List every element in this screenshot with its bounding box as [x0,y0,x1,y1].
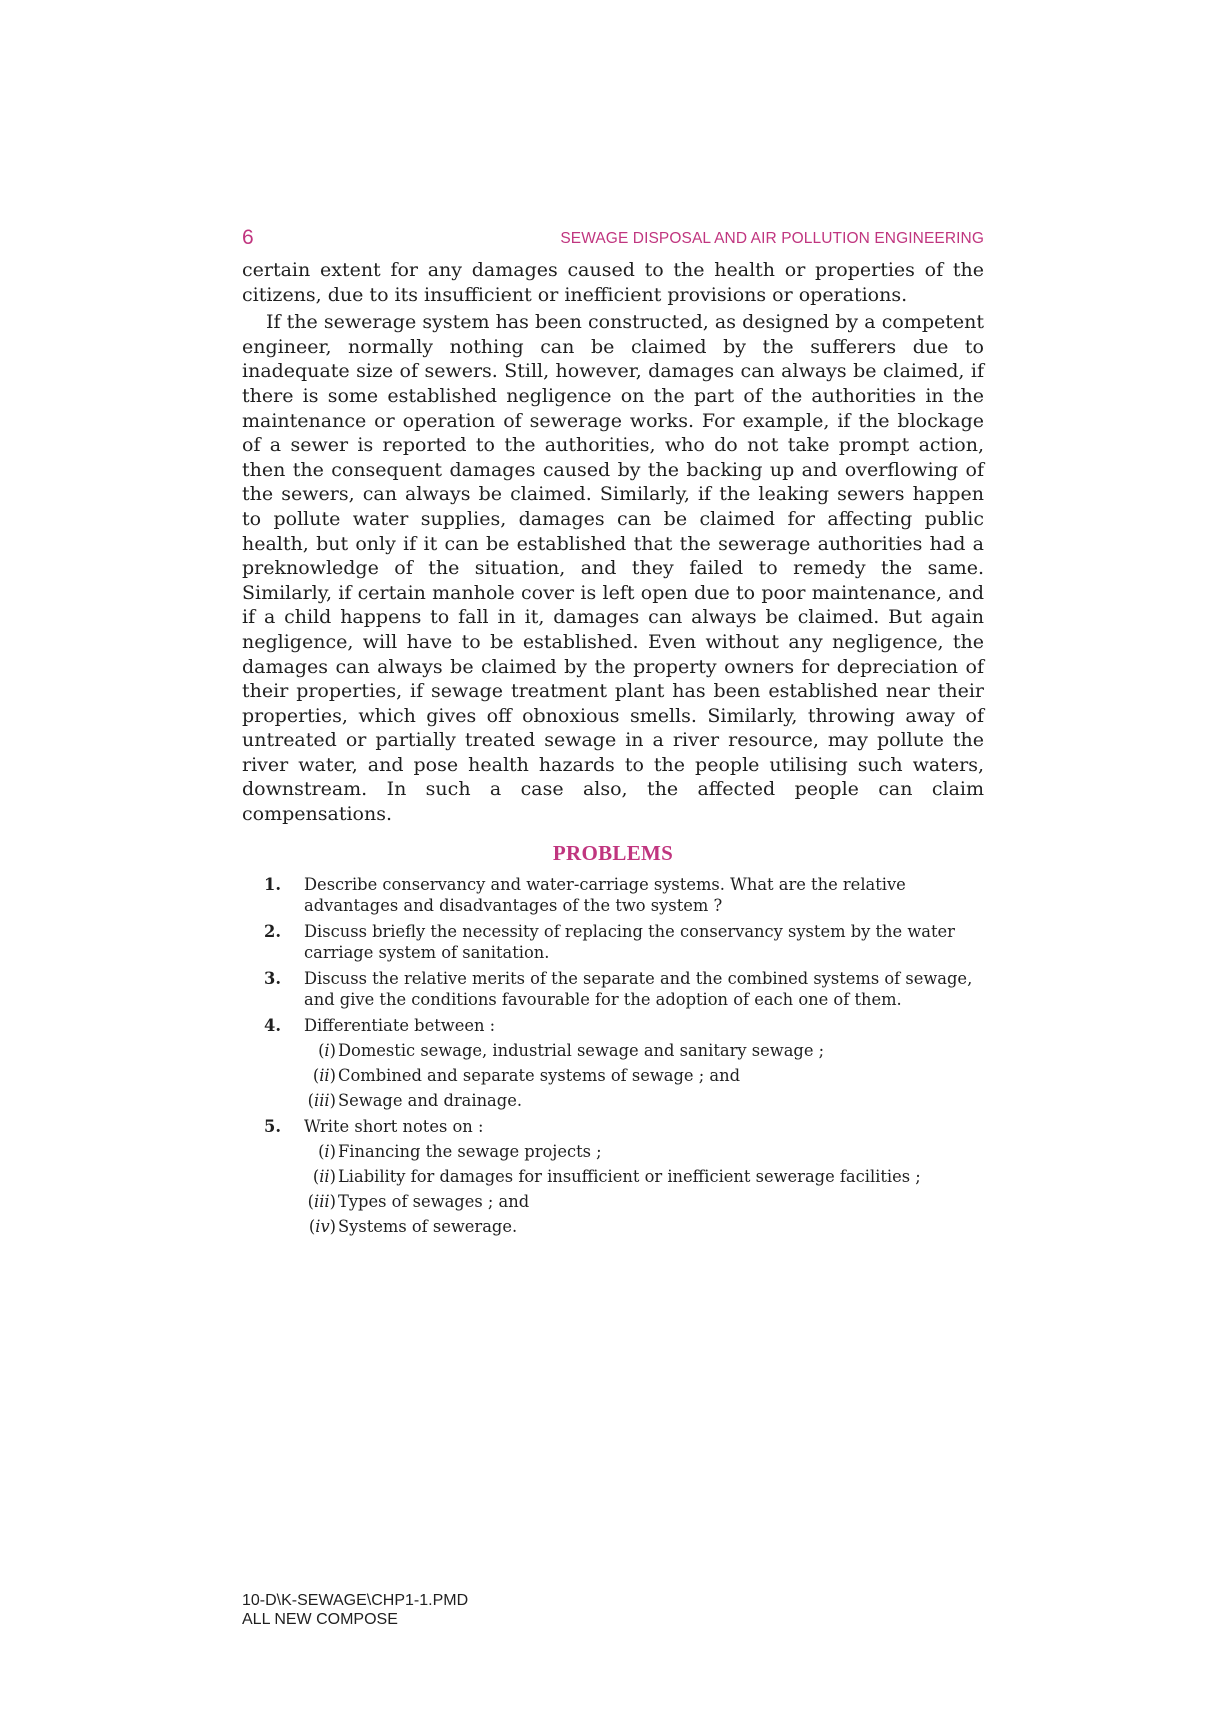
problem-item-4 [242,1015,984,1111]
sub-item-text: Financing the sewage projects ; [338,1141,602,1161]
problem-item-3 [242,968,984,1010]
section-heading-problems: PROBLEMS [552,840,674,865]
problem-text: Describe conservancy and water-carriage systems. What are the relative advantages and disadvantages of the two system ? [304,874,906,915]
roman-numeral: (iii) [307,1191,336,1211]
problem-number: 2. [264,921,281,941]
footer-compose-note: ALL NEW COMPOSE [242,1611,398,1628]
running-header [242,226,984,256]
file-footer [242,1591,468,1629]
problem-number: 1. [264,874,281,894]
paragraph-continued: certain extent for any damages caused to the health or properties of the citizens, due to its insufficient or inefficient provisions or operations. [242,259,984,306]
sub-item [304,1191,984,1212]
problem-text: Write short notes on : [304,1116,484,1136]
sub-item-text: Domestic sewage, industrial sewage and sanitary sewage ; [338,1040,825,1060]
problem-item-2 [242,921,984,963]
problem-number: 5. [264,1116,281,1136]
sub-item-text: Systems of sewerage. [338,1216,518,1236]
running-header-title: SEWAGE DISPOSAL AND AIR POLLUTION ENGINEERING [560,230,984,247]
problems-list [242,874,984,1237]
problem-text: Differentiate between : [304,1015,496,1035]
sub-item-text: Combined and separate systems of sewage ; and [338,1065,740,1085]
body-text [242,258,984,827]
problem-text: Discuss the relative merits of the separate and the combined systems of sewage, and give the conditions favourable for the adoption of each one of them. [304,968,973,1009]
sub-item-text: Types of sewages ; and [338,1191,530,1211]
sub-list [304,1040,984,1111]
paragraph-liability: If the sewerage system has been constructed, as designed by a competent engineer, normally nothing can be claimed by the sufferers due to inadequate size of sewers. Still, however, damages can always be claimed, if there is some established negligence on the part of the authorities in the maintenance or operation of sewerage works. For example, if the blockage of a sewer is reported to the authorities, who do not take prompt action, then the consequent damages caused by the backing up and overflowing of the sewers, can always be claimed. Similarly, if the leaking sewers happen to pollute water supplies, damages can be claimed for affecting public health, but only if it can be established that the sewerage authorities had a preknowledge of the situation, and they failed to remedy the same. Similarly, if certain manhole cover is left open due to poor maintenance, and if a child happens to fall in it, damages can always be claimed. But again negligence, will have to be established. Even without any negligence, the damages can always be claimed by the property owners for depreciation of their properties, if sewage treatment plant has been established near their properties, which gives off obnoxious smells. Similarly, throwing away of untreated or partially treated sewage in a river resource, may pollute the river water, and pose health hazards to the people utilising such waters, downstream. In such a case also, the affected people can claim compensations. [242,311,984,826]
sub-item [304,1065,984,1086]
page-content [242,226,984,1242]
roman-numeral: (i) [318,1141,336,1161]
problem-text: Discuss briefly the necessity of replacing the conservancy system by the water carriage system of sanitation. [304,921,955,962]
problem-number: 3. [264,968,281,988]
sub-item [304,1166,984,1187]
roman-numeral: (ii) [312,1166,336,1186]
sub-item [304,1040,984,1061]
page-number: 6 [242,226,254,249]
sub-item [304,1090,984,1111]
sub-list [304,1141,984,1237]
problem-item-5 [242,1116,984,1237]
problem-item-1 [242,874,984,916]
roman-numeral: (iii) [307,1090,336,1110]
sub-item-text: Sewage and drainage. [338,1090,522,1110]
roman-numeral: (ii) [312,1065,336,1085]
sub-item [304,1216,984,1237]
problem-number: 4. [264,1015,281,1035]
roman-numeral: (iv) [308,1216,336,1236]
sub-item-text: Liability for damages for insufficient or inefficient sewerage facilities ; [338,1166,921,1186]
roman-numeral: (i) [318,1040,336,1060]
footer-file-path: 10-D\K-SEWAGE\CHP1-1.PMD [242,1592,469,1609]
sub-item [304,1141,984,1162]
